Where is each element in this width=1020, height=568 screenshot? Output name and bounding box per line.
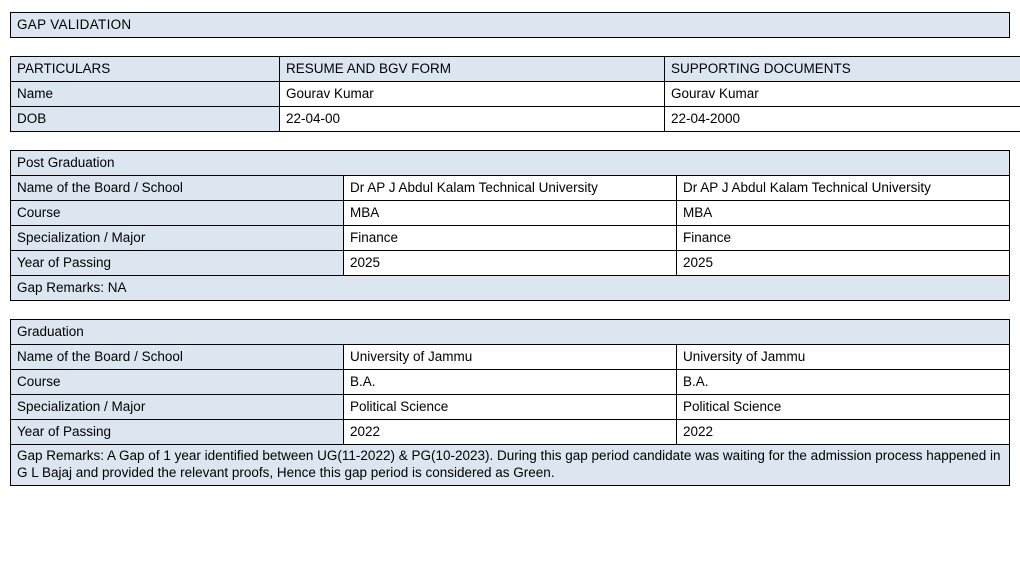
row-value-resume: Dr AP J Abdul Kalam Technical University	[344, 176, 677, 201]
table-row	[11, 226, 1010, 251]
table-row	[11, 370, 1010, 395]
table-row	[11, 345, 1010, 370]
row-value-supporting: Political Science	[677, 395, 1010, 420]
spacer	[10, 38, 1010, 56]
row-value-supporting: MBA	[677, 201, 1010, 226]
gap-remarks-row	[11, 276, 1010, 301]
row-label: Course	[11, 370, 344, 395]
title-table	[10, 12, 1010, 38]
column-header-resume: RESUME AND BGV FORM	[280, 57, 665, 82]
row-value-supporting: Finance	[677, 226, 1010, 251]
table-header-row	[11, 57, 1020, 82]
title-row	[11, 13, 1010, 38]
row-label: Name of the Board / School	[11, 176, 344, 201]
row-value-resume: Finance	[344, 226, 677, 251]
table-row	[11, 395, 1010, 420]
column-header-supporting: SUPPORTING DOCUMENTS	[665, 57, 1020, 82]
table-row	[11, 201, 1010, 226]
page-title: GAP VALIDATION	[11, 13, 1010, 38]
table-row	[11, 420, 1010, 445]
table-row	[11, 82, 1020, 107]
row-value-supporting: Gourav Kumar	[665, 82, 1020, 107]
section-heading-row	[11, 320, 1010, 345]
row-value-resume: 22-04-00	[280, 107, 665, 132]
row-label: Specialization / Major	[11, 226, 344, 251]
graduation-table	[10, 319, 1010, 486]
row-value-supporting: 2025	[677, 251, 1010, 276]
row-value-resume: 2022	[344, 420, 677, 445]
section-heading-row	[11, 151, 1010, 176]
row-label: Specialization / Major	[11, 395, 344, 420]
row-value-supporting: 2022	[677, 420, 1010, 445]
table-row	[11, 251, 1010, 276]
row-value-resume: Political Science	[344, 395, 677, 420]
table-row	[11, 107, 1020, 132]
row-value-supporting: Dr AP J Abdul Kalam Technical University	[677, 176, 1010, 201]
identity-table	[10, 56, 1020, 132]
column-header-particulars: PARTICULARS	[11, 57, 280, 82]
gap-remarks-row	[11, 445, 1010, 486]
row-label: Name	[11, 82, 280, 107]
gap-remarks-post-graduation: Gap Remarks: NA	[11, 276, 1010, 301]
spacer	[10, 301, 1010, 319]
row-label: Year of Passing	[11, 420, 344, 445]
row-label: Course	[11, 201, 344, 226]
table-row	[11, 176, 1010, 201]
row-value-resume: Gourav Kumar	[280, 82, 665, 107]
row-value-supporting: B.A.	[677, 370, 1010, 395]
row-value-supporting: University of Jammu	[677, 345, 1010, 370]
row-label: Name of the Board / School	[11, 345, 344, 370]
section-heading-post-graduation: Post Graduation	[11, 151, 1010, 176]
row-value-resume: MBA	[344, 201, 677, 226]
row-value-resume: University of Jammu	[344, 345, 677, 370]
row-value-supporting: 22-04-2000	[665, 107, 1020, 132]
section-heading-graduation: Graduation	[11, 320, 1010, 345]
gap-remarks-graduation: Gap Remarks: A Gap of 1 year identified between UG(11-2022) & PG(10-2023). During this gap period candidate was waiting for the admission process happened in G L Bajaj and provided the relevant proofs, Hence this gap period is considered as Green.	[11, 445, 1010, 486]
row-label: DOB	[11, 107, 280, 132]
row-label: Year of Passing	[11, 251, 344, 276]
post-graduation-table	[10, 150, 1010, 301]
row-value-resume: B.A.	[344, 370, 677, 395]
spacer	[10, 132, 1010, 150]
row-value-resume: 2025	[344, 251, 677, 276]
